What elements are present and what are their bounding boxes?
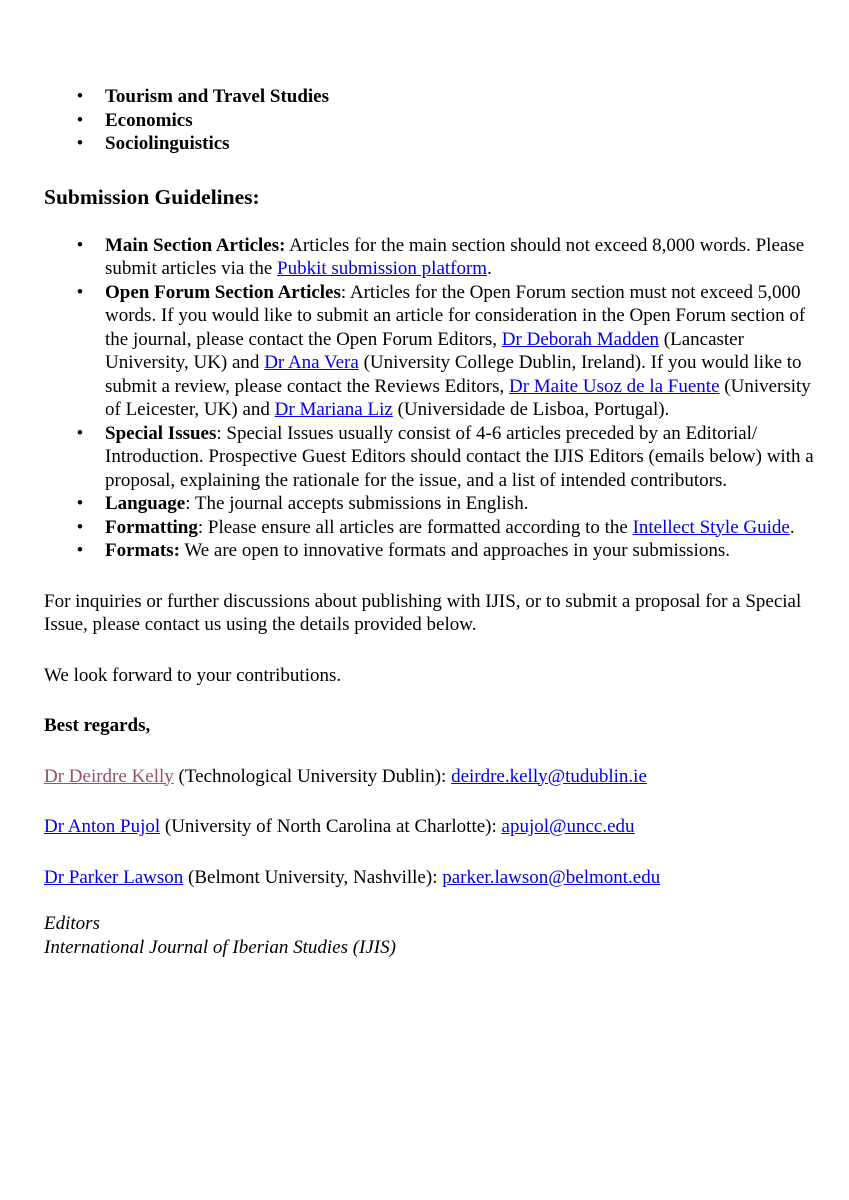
bullet-icon — [75, 422, 85, 446]
editor-link-mariana-liz[interactable]: Dr Mariana Liz — [274, 399, 393, 420]
editor-affiliation: (Belmont University, Nashville): — [183, 866, 443, 888]
guideline-label: Special Issues — [105, 422, 217, 444]
list-item — [44, 109, 814, 133]
guideline-open-forum — [44, 281, 814, 422]
list-item — [44, 85, 814, 109]
editor-line — [44, 866, 814, 890]
guideline-label: Open Forum Section Articles — [105, 281, 341, 303]
list-item — [44, 132, 814, 156]
bullet-icon — [75, 516, 85, 540]
editor-link-ana-vera[interactable]: Dr Ana Vera — [264, 352, 359, 373]
editor-email-link[interactable]: deirdre.kelly@tudublin.ie — [451, 765, 647, 787]
pubkit-link[interactable]: Pubkit submission platform — [277, 258, 488, 279]
guideline-text: Articles for the main section should not exceed 8,000 words. Please submit articles via the — [105, 234, 805, 279]
signature-journal: International Journal of Iberian Studies (IJIS) — [44, 936, 396, 958]
bullet-icon — [75, 132, 85, 156]
guideline-main-section — [44, 234, 814, 281]
guideline-text: We are open to innovative formats and approaches in your submissions. — [179, 540, 730, 561]
editor-affiliation: (University of North Carolina at Charlotte): — [160, 816, 502, 837]
regards-text: Best regards, — [44, 715, 151, 736]
bullet-icon — [75, 109, 85, 133]
guideline-text: : Please ensure all articles are formatted according to the — [197, 516, 633, 538]
editor-affiliation: (Technological University Dublin): — [173, 765, 452, 787]
guideline-text: (Universidade de Lisboa, Portugal). — [392, 399, 670, 420]
inquiries-paragraph: For inquiries or further discussions about publishing with IJIS, or to submit a proposal for a Special Issue, please contact us using the details provided below. — [44, 590, 802, 635]
guideline-special-issues — [44, 422, 814, 493]
section-heading: Submission Guidelines: — [44, 184, 260, 209]
guideline-label: Formats: — [105, 540, 180, 561]
guideline-text: : Special Issues usually consist of 4-6 articles preceded by an Editorial/ Introduction. Prospective Guest Editors should contact the IJIS Editors (emails below) with a proposal, explaining the rationale for the issue, and a list of intended contributors. — [105, 422, 814, 491]
editor-line — [44, 815, 814, 839]
editor-link-maite-usoz[interactable]: Dr Maite Usoz de la Fuente — [508, 375, 720, 397]
guideline-label: Language — [105, 493, 186, 514]
bullet-icon — [75, 492, 85, 516]
closing-paragraph: We look forward to your contributions. — [44, 664, 342, 686]
document-page — [44, 85, 814, 959]
guideline-text: (Lancaster University, UK) and — [105, 328, 744, 373]
editor-line — [44, 765, 814, 789]
bullet-icon — [75, 281, 85, 305]
topic-label: Sociolinguistics — [105, 133, 230, 154]
bullet-icon — [75, 85, 85, 109]
guideline-formatting — [44, 516, 814, 540]
guideline-label: Formatting — [105, 516, 198, 538]
bullet-icon — [75, 539, 85, 563]
bullet-icon — [75, 234, 85, 258]
guideline-label: Main Section Articles: — [105, 234, 286, 256]
editor-link-deborah-madden[interactable]: Dr Deborah Madden — [501, 328, 660, 350]
editor-name-link[interactable]: Dr Parker Lawson — [44, 866, 184, 888]
guideline-text: . — [487, 258, 492, 279]
guideline-language — [44, 492, 814, 516]
signature-block — [44, 912, 814, 959]
guideline-text: (University College Dublin, Ireland). If you would like to submit a review, please contact the Reviews Editors, — [105, 352, 802, 397]
guidelines-list — [44, 234, 814, 563]
signature-role: Editors — [44, 913, 100, 934]
topic-label: Tourism and Travel Studies — [105, 86, 330, 107]
topics-list — [44, 85, 814, 156]
guideline-text: (University of Leicester, UK) and — [105, 375, 811, 420]
guideline-text: : Articles for the Open Forum section must not exceed 5,000 words. If you would like to submit an article for consideration in the Open Forum section of the journal, please contact the Open Forum Editors, — [105, 281, 806, 350]
guideline-text: : The journal accepts submissions in English. — [185, 493, 529, 514]
editor-name-link[interactable]: Dr Anton Pujol — [44, 816, 161, 837]
editor-email-link[interactable]: apujol@uncc.edu — [501, 816, 635, 837]
guideline-text: . — [789, 516, 795, 538]
style-guide-link[interactable]: Intellect Style Guide — [632, 516, 790, 538]
editor-email-link[interactable]: parker.lawson@belmont.edu — [442, 866, 661, 888]
topic-label: Economics — [105, 109, 193, 131]
guideline-formats — [44, 539, 814, 563]
editor-name-link[interactable]: Dr Deirdre Kelly — [44, 765, 174, 787]
